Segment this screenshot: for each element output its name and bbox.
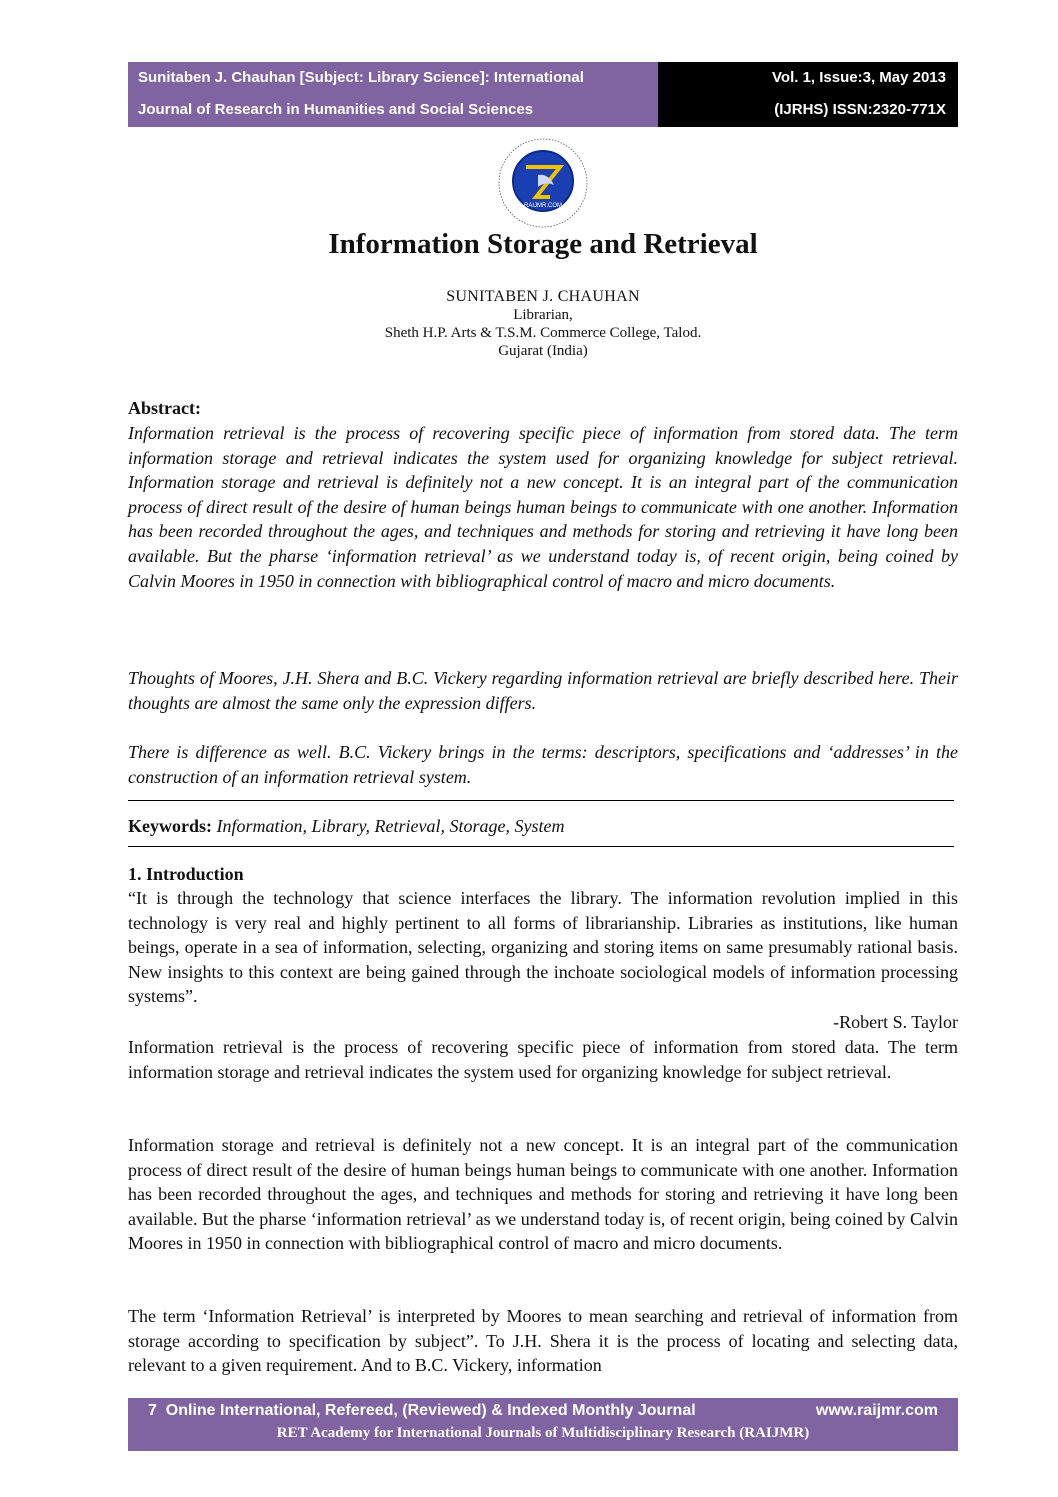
journal-header	[128, 62, 958, 127]
introduction-heading: 1. Introduction	[128, 864, 244, 884]
author-location: Gujarat (India)	[498, 343, 588, 359]
author-block	[128, 288, 958, 360]
header-left	[128, 62, 658, 127]
footer-publisher: RET Academy for International Journals of Multidisciplinary Research (RAIJMR)	[276, 1425, 810, 1441]
header-right	[658, 62, 958, 127]
page-number: 7	[148, 1402, 157, 1419]
divider-bottom	[128, 846, 954, 847]
footer-url[interactable]: www.raijmr.com	[815, 1402, 938, 1419]
logo-text: RAIJMR.COM	[524, 203, 562, 209]
header-issn: (IJRHS) ISSN:2320-771X	[774, 101, 946, 118]
footer-journal-description: Online International, Refereed, (Reviewed) & Indexed Monthly Journal	[165, 1402, 696, 1419]
author-name: SUNITABEN J. CHAUHAN	[446, 288, 640, 305]
abstract-paragraph-2: Thoughts of Moores, J.H. Shera and B.C. Vickery regarding information retrieval are briefly described here. Their thoughts are almost the same only the expression differs.	[128, 668, 958, 713]
footer-journal-line	[148, 1402, 696, 1420]
abstract-heading: Abstract:	[128, 398, 201, 418]
introduction-quote: “It is through the technology that science interfaces the library. The information revolution implied in this technology is very real and highly pertinent to all forms of librarianship. Libraries as institutions, like human beings, operate in a sea of information, selecting, organizing and storing items on same presumably rational basis. New insights to this context are being gained through the inchoate sociological models of information processing systems”.	[128, 888, 958, 1007]
divider-top	[128, 800, 954, 801]
introduction-paragraph-2: Information storage and retrieval is definitely not a new concept. It is an integral part of the communication process of direct result of the desire of human beings human beings to communicate with one another. Information has been recorded throughout the ages, and techniques and methods for storing and retrieving it have long been available. But the pharse ‘information retrieval’ as we understand today is, of recent origin, being coined by Calvin Moores in 1950 in connection with bibliographical control of macro and micro documents.	[128, 1135, 958, 1254]
keywords-line	[128, 814, 958, 839]
author-role: Librarian,	[513, 307, 573, 323]
keywords-label: Keywords:	[128, 816, 212, 836]
abstract-paragraph-1: Information retrieval is the process of recovering specific piece of information from stored data. The term information storage and retrieval indicates the system used for organizing knowledge for subject retrieval. Information storage and retrieval is definitely not a new concept. It is an integral part of the communication process of direct result of the desire of human beings human beings to communicate with one another. Information has been recorded throughout the ages, and techniques and methods for storing and retrieving it have long been available. But the pharse ‘information retrieval’ as we understand today is, of recent origin, being coined by Calvin Moores in 1950 in connection with bibliographical control of macro and micro documents.	[128, 423, 958, 591]
raijmr-logo	[488, 135, 598, 230]
header-citation-line2: Journal of Research in Humanities and Social Sciences	[138, 101, 534, 118]
keywords-values: Information, Library, Retrieval, Storage, System	[216, 816, 565, 836]
quote-attribution: -Robert S. Taylor	[833, 1012, 958, 1032]
introduction-paragraph-3: The term ‘Information Retrieval’ is interpreted by Moores to mean searching and retrieval of information from storage according to specification by subject”. To J.H. Shera it is the process of locating and selecting data, relevant to a given requirement. And to B.C. Vickery, information	[128, 1306, 958, 1376]
journal-footer	[128, 1398, 958, 1451]
paper-title: Information Storage and Retrieval	[328, 228, 758, 260]
introduction-paragraph-1: Information retrieval is the process of recovering specific piece of information from stored data. The term information storage and retrieval indicates the system used for organizing knowledge for subject retrieval.	[128, 1037, 958, 1082]
header-citation-line1: Sunitaben J. Chauhan [Subject: Library Science]: International	[138, 69, 584, 86]
author-affiliation: Sheth H.P. Arts & T.S.M. Commerce College, Talod.	[384, 325, 702, 341]
header-volume: Vol. 1, Issue:3, May 2013	[772, 69, 946, 86]
abstract-paragraph-3: There is difference as well. B.C. Vickery brings in the terms: descriptors, specifications and ‘addresses’ in the construction of an information retrieval system.	[128, 742, 958, 787]
